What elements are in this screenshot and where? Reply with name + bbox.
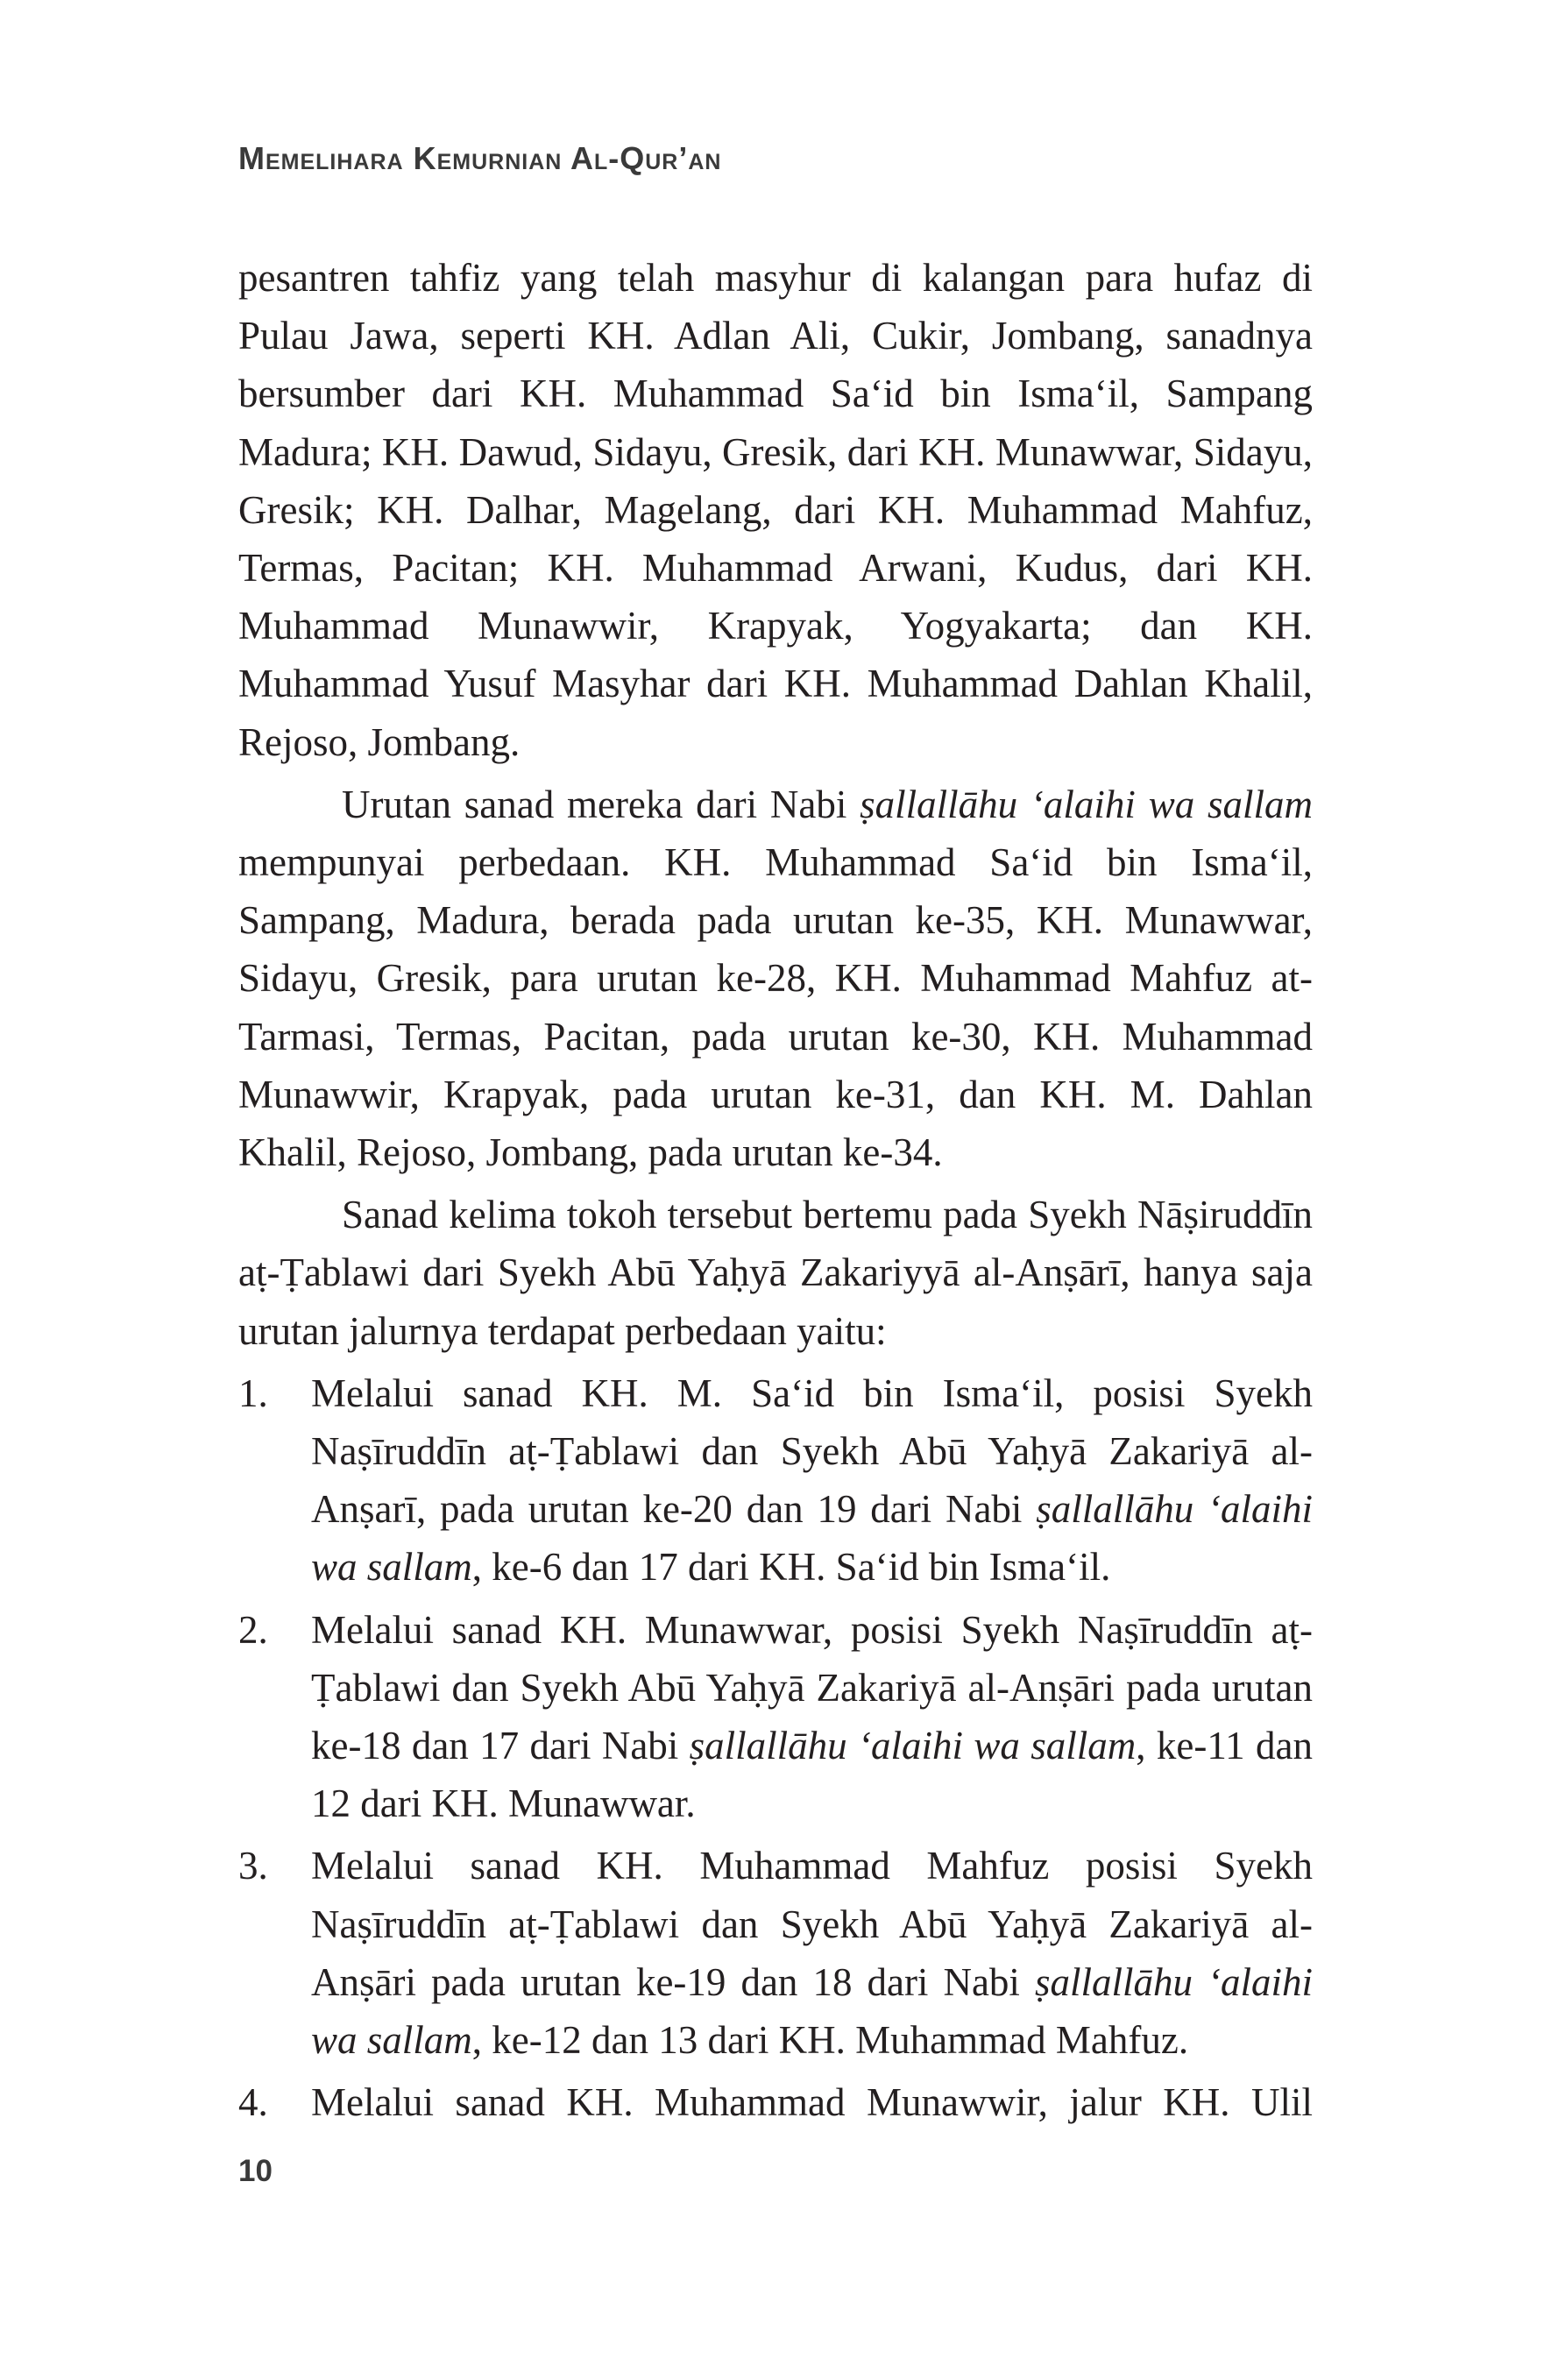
paragraph-2	[238, 776, 1313, 1181]
list-item-number: 2.	[238, 1607, 268, 1652]
paragraph-3	[238, 1186, 1313, 1360]
list-item-body	[311, 1837, 1313, 2069]
list-item-body	[311, 1364, 1313, 1597]
paragraph-3-text: Sanad kelima tokoh tersebut bertemu pada Syekh Nāṣiruddīn aṭ-Ṭablawi dari Syekh Abū Yaḥyā Zakariyyā al-Anṣārī, hanya saja urutan jalurnya terdapat perbedaan yaitu:	[238, 1193, 1313, 1353]
list-item-body	[311, 2073, 1313, 2131]
list-item-text-end: , ke-12 dan 13 dari KH. Muhammad Mahfuz.	[471, 2018, 1189, 2063]
running-head-text: Memelihara Kemurnian Al-Qur’an	[238, 140, 722, 176]
list-item-text-end: , ke-11 dan 12 dari KH. Munawwar.	[311, 1724, 1314, 1826]
body-text	[238, 249, 1313, 2136]
list-item	[238, 1837, 1313, 2069]
list-item-italic-phrase: ṣallallāhu ‘alaihi wa sallam	[311, 1959, 1313, 2063]
page-number: 10	[238, 2154, 273, 2188]
numbered-list	[238, 1364, 1313, 2132]
paragraph-1-text: pesantren tahfiz yang telah masyhur di kalangan para hufaz di Pulau Jawa, seperti KH. Adlan Ali, Cukir, Jombang, sanadnya bersumber dari KH. Muhammad Sa‘id bin Isma‘il, Sampang Madura; KH. Dawud, Sidayu, Gresik, dari KH. Munawwar, Sidayu, Gresik; KH. Dalhar, Magelang, dari KH. Muhammad Mahfuz, Termas, Pacitan; KH. Muhammad Arwani, Kudus, dari KH. Muhammad Munawwir, Krapyak, Yogyakarta; dan KH. Muhammad Yusuf Masyhar dari KH. Muhammad Dahlan Khalil, Rejoso, Jombang.	[238, 256, 1313, 764]
list-item	[238, 1364, 1313, 1597]
paragraph-2-italic-phrase: ṣallallāhu ‘alaihi wa sallam	[860, 782, 1314, 826]
list-item	[238, 1601, 1313, 1833]
list-item-number: 3.	[238, 1844, 268, 1888]
list-item-text-start: Melalui sanad KH. Muhammad Mahfuz posisi Syekh Naṣīruddīn aṭ-Ṭablawi dan Syekh Abū Yaḥyā Zakariyā al-Anṣāri pada urutan ke-19 dan 18 dari Nabi	[311, 1844, 1313, 2004]
list-item-number: 1.	[238, 1371, 268, 1415]
paragraph-2-text-start: Urutan sanad mereka dari Nabi	[342, 782, 860, 826]
list-item-number: 4.	[238, 2080, 268, 2125]
paragraph-1	[238, 249, 1313, 771]
list-item-text-start: Melalui sanad KH. Munawwar, posisi Syekh Naṣīruddīn aṭ-Ṭablawi dan Syekh Abū Yaḥyā Zakariyā al-Anṣāri pada urutan ke-18 dan 17 dari Nabi	[311, 1607, 1313, 1768]
list-item-text-start: Melalui sanad KH. Muhammad Munawwir, jalur KH. Ulil	[311, 2080, 1313, 2125]
list-item	[238, 2073, 1313, 2131]
list-item-text-end: , ke-6 dan 17 dari KH. Sa‘id bin Isma‘il.	[471, 1545, 1111, 1590]
list-item-italic-phrase: ṣallallāhu ‘alaihi wa sallam	[689, 1724, 1137, 1768]
list-item-text-start: Melalui sanad KH. M. Sa‘id bin Isma‘il, posisi Syekh Naṣīruddīn aṭ-Ṭablawi dan Syekh Abū Yaḥyā Zakariyā al-Anṣarī, pada urutan ke-20 dan 19 dari Nabi	[311, 1371, 1313, 1532]
list-item-body	[311, 1601, 1313, 1833]
paragraph-2-text-end: mempunyai perbedaan. KH. Muhammad Sa‘id bin Isma‘il, Sampang, Madura, berada pada urutan ke-35, KH. Munawwar, Sidayu, Gresik, para urutan ke-28, KH. Muhammad Mahfuz at-Tarmasi, Termas, Pacitan, pada urutan ke-30, KH. Muhammad Munawwir, Krapyak, pada urutan ke-31, dan KH. M. Dahlan Khalil, Rejoso, Jombang, pada urutan ke-34.	[238, 840, 1313, 1175]
running-head	[238, 140, 721, 177]
list-item-italic-phrase: ṣallallāhu ‘alaihi wa sallam	[311, 1487, 1313, 1590]
